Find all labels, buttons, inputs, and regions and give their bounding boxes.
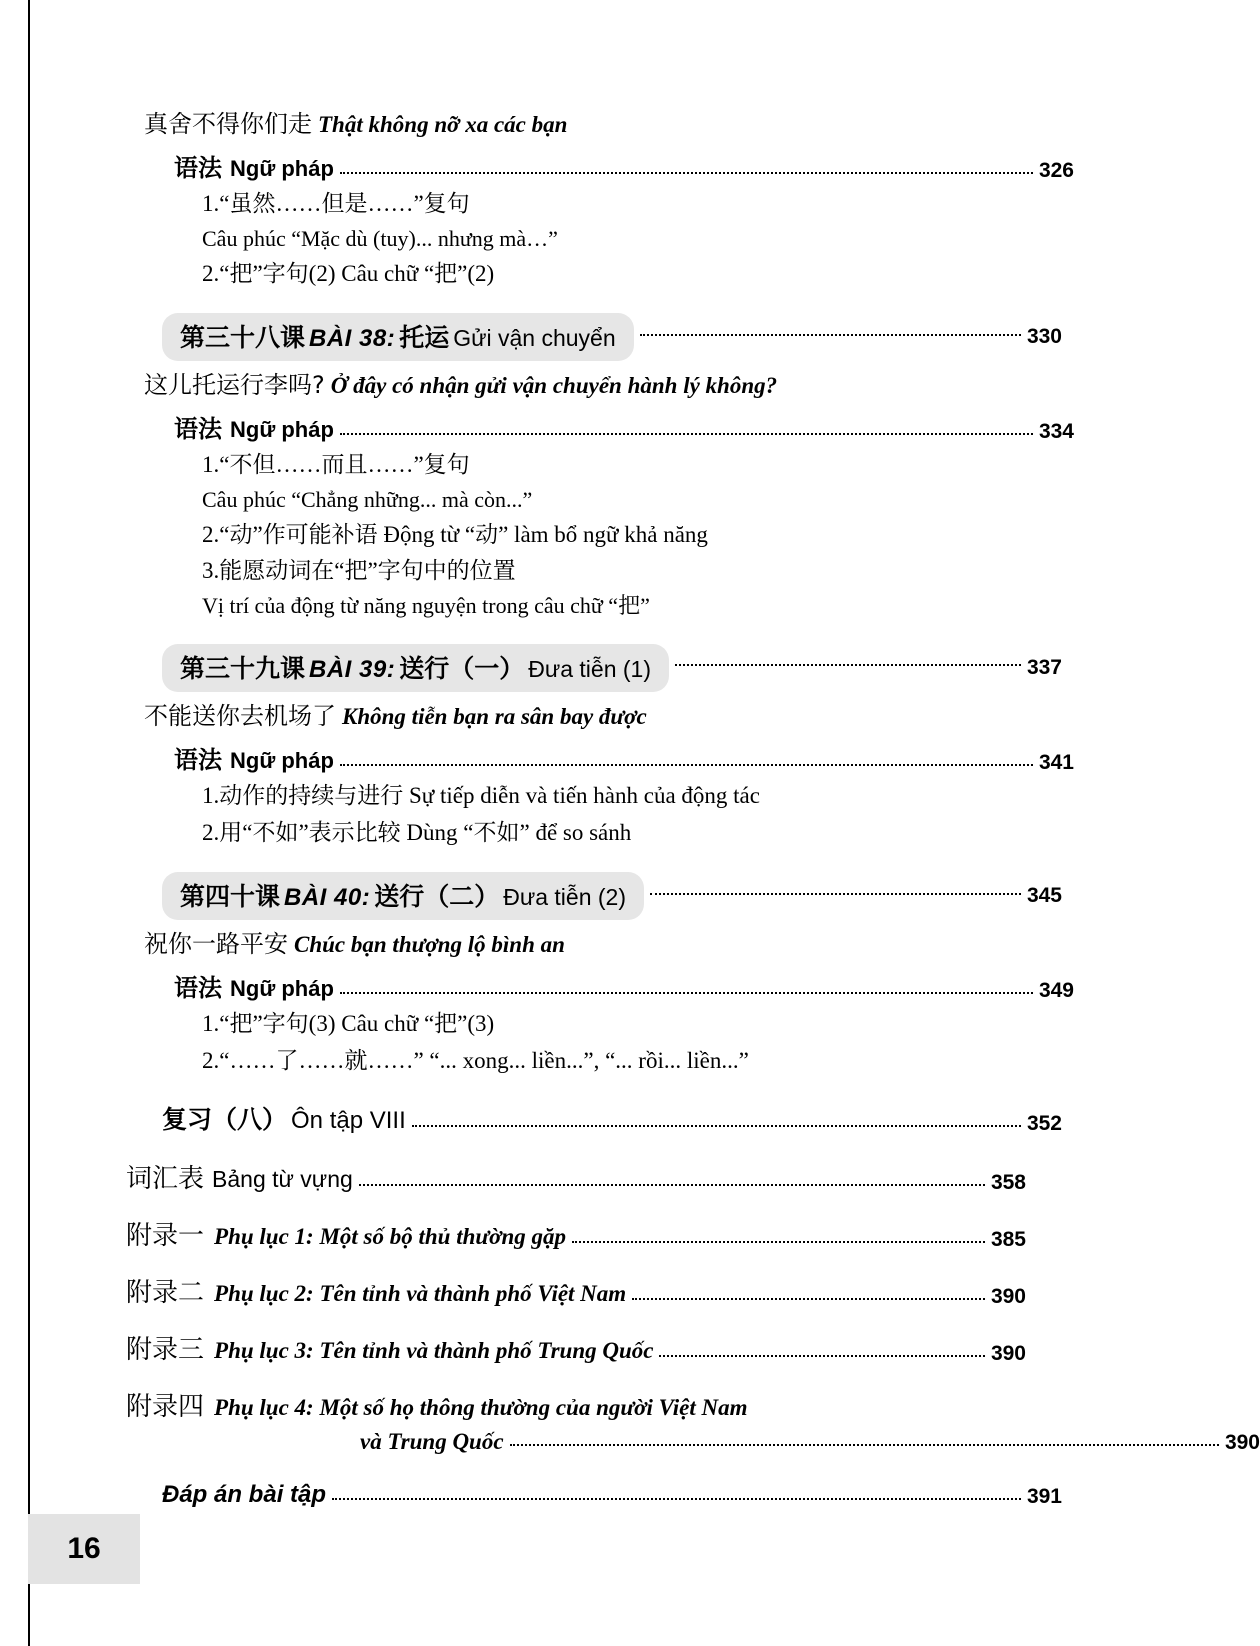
sentence-chinese: 祝你一路平安 [144, 930, 288, 959]
appendix-vietnamese: Phụ lục 2: Tên tỉnh và thành phố Việt Nam [214, 1281, 627, 1307]
lesson-chinese: 第三十九课 [180, 653, 306, 683]
grammar-point: 2.“……了……就……” “... xong... liền...”, “... rồi... liền...” [202, 1047, 749, 1073]
review-vietnamese: Ôn tập VIII [291, 1107, 406, 1135]
dot-leader [340, 991, 1033, 994]
page-number: 349 [1038, 979, 1074, 1003]
sentence-vietnamese: Không tiễn bạn ra sân bay được [342, 703, 647, 729]
appendix-continuation[interactable] [360, 1429, 1260, 1455]
grammar-entry[interactable] [174, 409, 1074, 444]
page-number: 390 [990, 1285, 1026, 1309]
lesson-sentence [144, 926, 1020, 964]
page-number: 345 [1026, 884, 1062, 908]
grammar-point: 1.“把”字句(3) Câu chữ “把”(3) [202, 1011, 495, 1037]
answers-entry[interactable] [162, 1481, 1062, 1509]
toc-content [120, 100, 1260, 1509]
appendix-entry[interactable] [126, 1329, 1026, 1366]
lesson-banner[interactable] [162, 644, 669, 692]
lesson-title-vietnamese: Đưa tiễn (2) [503, 884, 626, 911]
lesson-bai: BÀI 39: [309, 655, 396, 683]
appendix-vietnamese: Phụ lục 4: Một số họ thông thường của người Việt Nam [214, 1395, 748, 1421]
vocabulary-entry[interactable] [126, 1158, 1026, 1195]
sentence-chinese: 真舍不得你们走 [144, 110, 312, 138]
dot-leader [340, 171, 1033, 174]
page-number: 390 [990, 1342, 1026, 1366]
page-number: 390 [1224, 1431, 1260, 1455]
grammar-entry[interactable] [174, 740, 1074, 775]
grammar-label-vietnamese: Ngữ pháp [230, 417, 334, 443]
appendix-chinese: 附录四 [126, 1392, 205, 1423]
lesson-banner[interactable] [162, 313, 634, 361]
sentence-chinese: 不能送你去机场了 [144, 701, 336, 730]
grammar-point: 3.能愿动词在“把”字句中的位置 [202, 558, 516, 584]
sentence-vietnamese: Ở đây có nhận gửi vận chuyển hành lý không? [330, 373, 778, 399]
grammar-label [174, 409, 334, 444]
grammar-label [174, 968, 334, 1003]
lesson-banner[interactable] [162, 872, 644, 920]
grammar-point: 1.“不但……而且……”复句 [202, 452, 470, 478]
page-number: 326 [1038, 159, 1074, 183]
dot-leader [332, 1497, 1021, 1500]
page-number: 391 [1026, 1485, 1062, 1509]
vocabulary-vietnamese: Bảng từ vựng [212, 1166, 353, 1193]
sentence-vietnamese: Thật không nỡ xa các bạn [318, 112, 568, 137]
dot-leader [359, 1183, 985, 1186]
lesson-sentence [144, 367, 1020, 405]
folio-number: 16 [67, 1532, 101, 1565]
page-footer [28, 1514, 140, 1584]
appendix-label [126, 1386, 747, 1423]
lesson-title-chinese: 送行（二） [374, 882, 500, 912]
grammar-point: 1.动作的持续与进行 Sự tiếp diễn và tiến hành của động tác [202, 783, 760, 809]
dot-leader [340, 432, 1033, 435]
lesson-sentence [144, 106, 1020, 144]
appendix-chinese: 附录一 [126, 1221, 205, 1252]
vocabulary-label [126, 1158, 353, 1195]
dot-leader [632, 1297, 985, 1300]
lesson-chinese: 第四十课 [180, 882, 281, 912]
lesson-sentence [144, 698, 1020, 736]
grammar-label-vietnamese: Ngữ pháp [230, 156, 334, 182]
sentence-vietnamese: Chúc bạn thượng lộ bình an [294, 932, 565, 958]
grammar-point-translation: Câu phúc “Chẳng những... mà còn...” [202, 486, 533, 512]
lesson-title-chinese: 送行（一） [399, 653, 525, 683]
page-number: 358 [990, 1171, 1026, 1195]
appendix-label [126, 1272, 626, 1309]
dot-leader [340, 763, 1033, 766]
grammar-label-chinese: 语法 [174, 746, 222, 775]
page-edge-rule [28, 0, 30, 1646]
grammar-point: 2.“动”作可能补语 Động từ “动” làm bổ ngữ khả năng [202, 521, 708, 547]
dot-leader [510, 1443, 1219, 1446]
appendix-entry[interactable] [126, 1386, 1026, 1423]
grammar-label [174, 740, 334, 775]
grammar-entry[interactable] [174, 968, 1074, 1003]
dot-leader [675, 663, 1021, 666]
appendix-chinese: 附录三 [126, 1335, 205, 1366]
lesson-chinese: 第三十八课 [180, 323, 306, 353]
grammar-label-vietnamese: Ngữ pháp [230, 976, 334, 1002]
dot-leader [650, 892, 1021, 895]
grammar-point: 1.“虽然……但是……”复句 [202, 191, 470, 217]
page-number: 341 [1038, 751, 1074, 775]
grammar-label-chinese: 语法 [174, 974, 222, 1003]
dot-leader [412, 1124, 1021, 1127]
lesson-title-chinese: 托运 [399, 323, 450, 353]
appendix-entry[interactable] [126, 1272, 1026, 1309]
grammar-point: 2.“把”字句(2) Câu chữ “把”(2) [202, 260, 495, 286]
lesson-title-vietnamese: Gửi vận chuyển [453, 325, 616, 352]
sentence-chinese: 这儿托运行李吗? [144, 371, 325, 400]
grammar-label-vietnamese: Ngữ pháp [230, 748, 334, 774]
page-number: 334 [1038, 420, 1074, 444]
dot-leader [572, 1240, 985, 1243]
grammar-label-chinese: 语法 [174, 154, 222, 183]
grammar-entry[interactable] [174, 148, 1074, 183]
appendix-entry[interactable] [126, 1215, 1026, 1252]
page-number: 385 [990, 1228, 1026, 1252]
grammar-label [174, 148, 334, 183]
grammar-point-translation: Vị trí của động từ năng nguyện trong câu chữ “把” [202, 592, 650, 618]
page-number: 337 [1026, 655, 1062, 679]
lesson-title-vietnamese: Đưa tiễn (1) [528, 655, 651, 682]
appendix-continuation-text: và Trung Quốc [360, 1429, 504, 1455]
appendix-vietnamese: Phụ lục 1: Một số bộ thủ thường gặp [214, 1224, 567, 1250]
grammar-label-chinese: 语法 [174, 415, 222, 444]
page-number: 352 [1026, 1112, 1062, 1136]
dot-leader [640, 333, 1021, 336]
appendix-vietnamese: Phụ lục 3: Tên tỉnh và thành phố Trung Quốc [214, 1338, 654, 1364]
lesson-entry[interactable] [162, 313, 1062, 361]
appendix-label [126, 1215, 566, 1252]
lesson-bai: BÀI 40: [284, 884, 371, 912]
review-label [162, 1100, 406, 1136]
review-entry[interactable] [162, 1100, 1062, 1136]
lesson-entry[interactable] [162, 644, 1062, 692]
lesson-entry[interactable] [162, 872, 1062, 920]
vocabulary-chinese: 词汇表 [126, 1164, 205, 1195]
grammar-point: 2.用“不如”表示比较 Dùng “不如” để so sánh [202, 819, 632, 845]
grammar-point-translation: Câu phúc “Mặc dù (tuy)... nhưng mà…” [202, 225, 558, 251]
dot-leader [659, 1354, 984, 1357]
review-chinese: 复习（八） [162, 1105, 288, 1135]
appendix-chinese: 附录二 [126, 1278, 205, 1309]
appendix-label [126, 1329, 653, 1366]
lesson-bai: BÀI 38: [309, 325, 396, 353]
answers-label: Đáp án bài tập [162, 1481, 327, 1509]
page-number: 330 [1026, 325, 1062, 349]
